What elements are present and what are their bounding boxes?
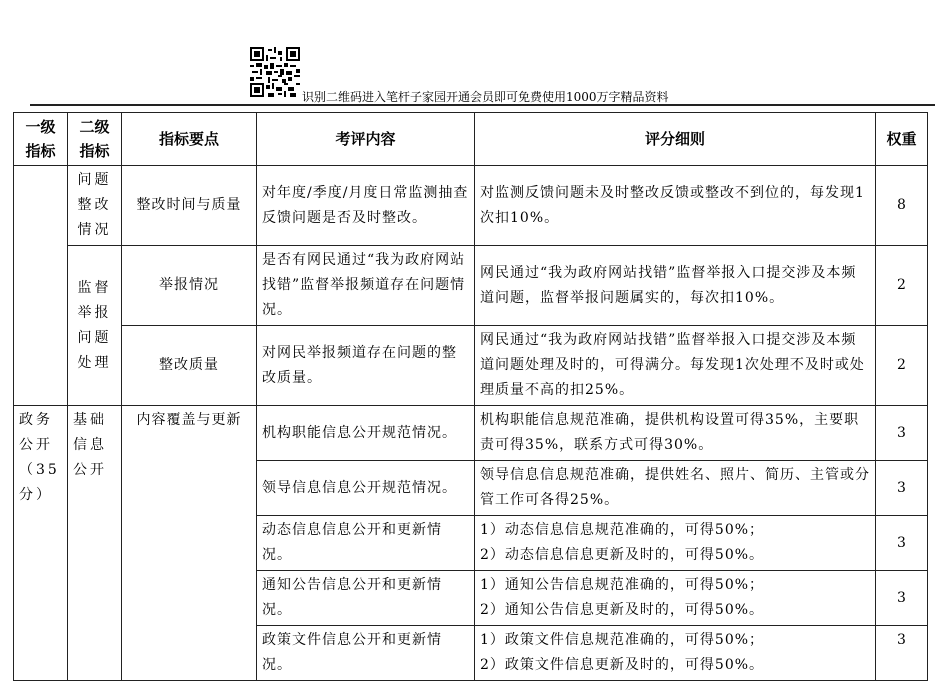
content-cell: 领导信息信息公开规范情况。 xyxy=(257,461,475,516)
header-scoring: 评分细则 xyxy=(475,113,876,166)
key-point-cell: 整改时间与质量 xyxy=(122,166,257,246)
header-level2: 二级指标 xyxy=(68,113,122,166)
key-point-cell: 举报情况 xyxy=(122,246,257,326)
weight-cell: 8 xyxy=(876,166,928,246)
table-header-row xyxy=(14,113,928,166)
scoring-line: 2）政策文件信息更新及时的，可得50%。 xyxy=(480,657,765,673)
scoring-line: 2）动态信息信息更新及时的，可得50%。 xyxy=(480,547,765,563)
level1-cell-empty xyxy=(14,166,68,406)
header-divider xyxy=(30,104,935,106)
header-weight: 权重 xyxy=(876,113,928,166)
promo-banner-text: 识别二维码进入笔杆子家园开通会员即可免费使用1000万字精品资料 xyxy=(302,90,669,104)
scoring-cell: 领导信息信息规范准确，提供姓名、照片、简历、主管或分管工作可各得25%。 xyxy=(475,461,876,516)
scoring-cell: 对监测反馈问题未及时整改反馈或整改不到位的，每发现1次扣10%。 xyxy=(475,166,876,246)
weight-cell: 3 xyxy=(876,461,928,516)
weight-cell: 3 xyxy=(876,571,928,626)
table-row xyxy=(14,406,928,461)
weight-cell: 3 xyxy=(876,516,928,571)
content-cell: 通知公告信息公开和更新情况。 xyxy=(257,571,475,626)
scoring-cell xyxy=(475,516,876,571)
weight-cell: 3 xyxy=(876,406,928,461)
header-key-points: 指标要点 xyxy=(122,113,257,166)
scoring-line: 2）通知公告信息更新及时的，可得50%。 xyxy=(480,602,765,618)
scoring-line: 1）动态信息信息规范准确的，可得50%； xyxy=(480,522,765,538)
scoring-cell xyxy=(475,626,876,681)
key-point-cell: 内容覆盖与更新 xyxy=(122,406,257,681)
weight-cell: 3 xyxy=(876,626,928,681)
scoring-cell: 机构职能信息规范准确，提供机构设置可得35%，主要职责可得35%，联系方式可得30%。 xyxy=(475,406,876,461)
scoring-line: 1）政策文件信息规范准确的，可得50%； xyxy=(480,632,765,648)
table-row xyxy=(14,326,928,406)
scoring-cell xyxy=(475,571,876,626)
qr-code-image xyxy=(250,47,300,97)
header-content: 考评内容 xyxy=(257,113,475,166)
level2-cell: 问题整改情况 xyxy=(68,166,122,246)
scoring-cell: 网民通过“我为政府网站找错”监督举报入口提交涉及本频道问题，监督举报问题属实的，每次扣10%。 xyxy=(475,246,876,326)
level2-cell: 监督举报问题处理 xyxy=(68,246,122,406)
evaluation-table xyxy=(13,112,928,681)
content-cell: 动态信息信息公开和更新情况。 xyxy=(257,516,475,571)
content-cell: 对网民举报频道存在问题的整改质量。 xyxy=(257,326,475,406)
key-point-cell: 整改质量 xyxy=(122,326,257,406)
header-level1: 一级指标 xyxy=(14,113,68,166)
weight-cell: 2 xyxy=(876,246,928,326)
content-cell: 对年度/季度/月度日常监测抽查反馈问题是否及时整改。 xyxy=(257,166,475,246)
content-cell: 是否有网民通过“我为政府网站找错”监督举报频道存在问题情况。 xyxy=(257,246,475,326)
scoring-line: 1）通知公告信息规范准确的，可得50%； xyxy=(480,577,765,593)
content-cell: 机构职能信息公开规范情况。 xyxy=(257,406,475,461)
table-row xyxy=(14,166,928,246)
scoring-cell: 网民通过“我为政府网站找错”监督举报入口提交涉及本频道问题处理及时的，可得满分。每发现1次处理不及时或处理质量不高的扣25%。 xyxy=(475,326,876,406)
weight-cell: 2 xyxy=(876,326,928,406)
level2-cell: 基础信息公开 xyxy=(68,406,122,681)
level1-cell: 政务公开（35分） xyxy=(14,406,68,681)
table-row xyxy=(14,246,928,326)
content-cell: 政策文件信息公开和更新情况。 xyxy=(257,626,475,681)
